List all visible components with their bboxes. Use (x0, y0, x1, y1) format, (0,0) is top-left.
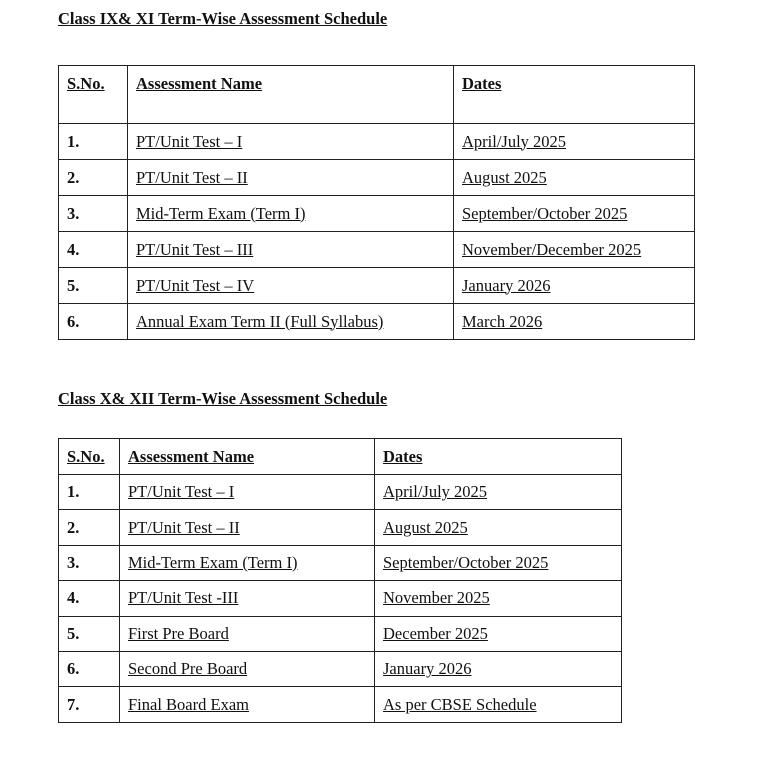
table-row (59, 651, 622, 686)
column-header-dates: Dates (375, 439, 622, 475)
row-sno: 4. (59, 581, 120, 616)
row-sno: 2. (59, 160, 128, 196)
table-row (59, 545, 622, 580)
table-row (59, 687, 622, 722)
row-assessment-name: PT/Unit Test – IV (128, 268, 454, 304)
table-header-row (59, 439, 622, 475)
row-dates: September/October 2025 (375, 545, 622, 580)
row-assessment-name: Final Board Exam (120, 687, 375, 722)
column-header-assessment-name: Assessment Name (120, 439, 375, 475)
table-row (59, 581, 622, 616)
table-row (59, 232, 695, 268)
row-sno: 3. (59, 545, 120, 580)
row-sno: 5. (59, 268, 128, 304)
table-row (59, 160, 695, 196)
schedule-2-table (58, 438, 622, 723)
row-dates: March 2026 (454, 304, 695, 340)
row-assessment-name: PT/Unit Test – I (128, 124, 454, 160)
row-dates: April/July 2025 (454, 124, 695, 160)
row-sno: 1. (59, 475, 120, 510)
row-assessment-name: First Pre Board (120, 616, 375, 651)
table-row (59, 124, 695, 160)
row-assessment-name: PT/Unit Test -III (120, 581, 375, 616)
row-assessment-name: Mid-Term Exam (Term I) (128, 196, 454, 232)
column-header-sno: S.No. (59, 66, 128, 124)
row-assessment-name: PT/Unit Test – I (120, 475, 375, 510)
table-header-row (59, 66, 695, 124)
row-sno: 6. (59, 651, 120, 686)
row-sno: 4. (59, 232, 128, 268)
row-assessment-name: PT/Unit Test – III (128, 232, 454, 268)
row-sno: 3. (59, 196, 128, 232)
schedule-1-title: Class IX& XI Term-Wise Assessment Schedule (58, 9, 388, 28)
table-row (59, 475, 622, 510)
row-dates: As per CBSE Schedule (375, 687, 622, 722)
row-dates: November 2025 (375, 581, 622, 616)
row-dates: April/July 2025 (375, 475, 622, 510)
row-assessment-name: PT/Unit Test – II (128, 160, 454, 196)
row-assessment-name: Second Pre Board (120, 651, 375, 686)
row-sno: 2. (59, 510, 120, 545)
table-row (59, 510, 622, 545)
table-row (59, 304, 695, 340)
row-dates: August 2025 (454, 160, 695, 196)
row-dates: August 2025 (375, 510, 622, 545)
schedule-2-title: Class X& XII Term-Wise Assessment Schedule (58, 389, 388, 408)
row-sno: 5. (59, 616, 120, 651)
row-dates: January 2026 (375, 651, 622, 686)
row-assessment-name: PT/Unit Test – II (120, 510, 375, 545)
row-dates: December 2025 (375, 616, 622, 651)
row-dates: January 2026 (454, 268, 695, 304)
schedule-1-table (58, 65, 695, 340)
column-header-sno: S.No. (59, 439, 120, 475)
row-sno: 1. (59, 124, 128, 160)
row-sno: 6. (59, 304, 128, 340)
row-assessment-name: Annual Exam Term II (Full Syllabus) (128, 304, 454, 340)
row-dates: November/December 2025 (454, 232, 695, 268)
table-row (59, 268, 695, 304)
row-sno: 7. (59, 687, 120, 722)
column-header-assessment-name: Assessment Name (128, 66, 454, 124)
table-row (59, 616, 622, 651)
table-row (59, 196, 695, 232)
row-assessment-name: Mid-Term Exam (Term I) (120, 545, 375, 580)
row-dates: September/October 2025 (454, 196, 695, 232)
column-header-dates: Dates (454, 66, 695, 124)
